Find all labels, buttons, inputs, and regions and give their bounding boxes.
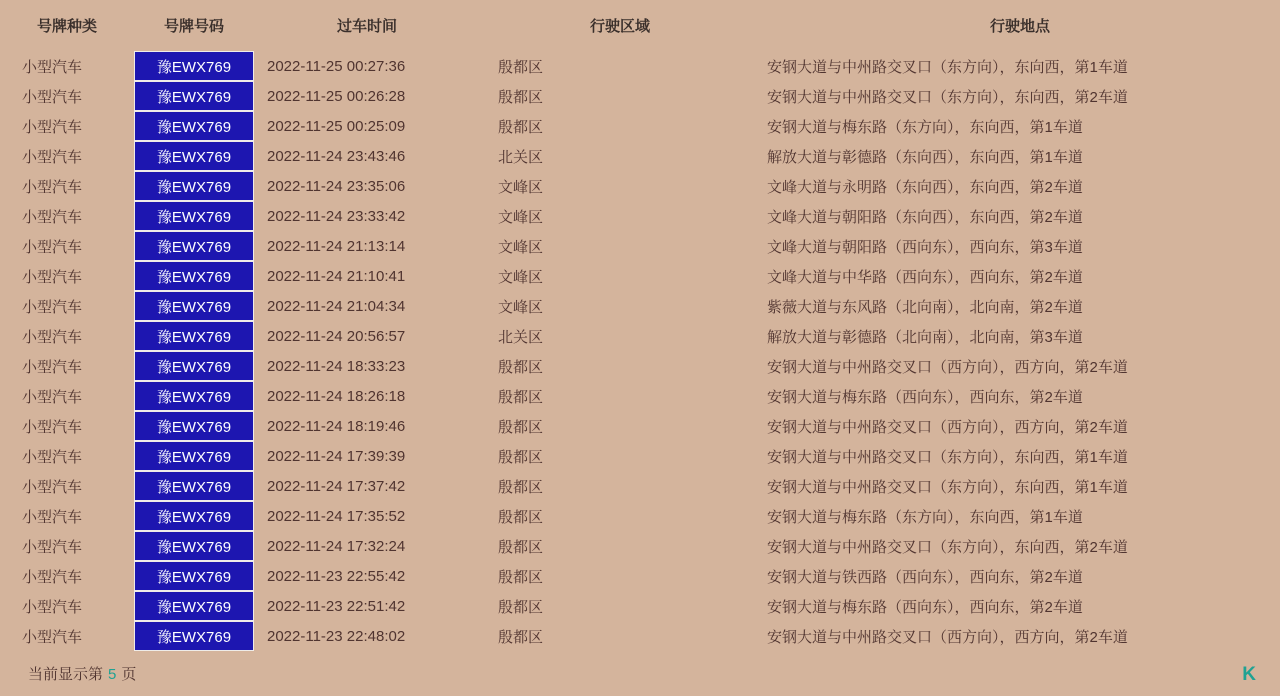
plate-type-cell: 小型汽车 <box>22 268 83 286</box>
plate-number-cell <box>134 471 254 501</box>
plate-number-badge[interactable]: 豫EWX769 <box>134 531 254 561</box>
driving-location-cell: 安钢大道与铁西路（西向东），西向东，第2车道 <box>767 568 1083 586</box>
plate-number-cell <box>134 231 254 261</box>
table-row <box>0 171 1280 201</box>
plate-type-cell: 小型汽车 <box>22 448 83 466</box>
plate-type-cell: 小型汽车 <box>22 418 83 436</box>
pass-time-cell: 2022-11-23 22:48:02 <box>267 627 406 645</box>
driving-location-cell: 安钢大道与梅东路（东方向），东向西，第1车道 <box>767 118 1083 136</box>
pass-time-cell: 2022-11-24 17:39:39 <box>267 447 406 465</box>
plate-number-cell <box>134 591 254 621</box>
driving-region-cell: 殷都区 <box>498 448 544 466</box>
plate-number-badge[interactable]: 豫EWX769 <box>134 501 254 531</box>
table-row <box>0 381 1280 411</box>
pass-time-cell: 2022-11-24 17:32:24 <box>267 537 406 555</box>
driving-region-cell: 殷都区 <box>498 388 544 406</box>
driving-location-cell: 解放大道与彰德路（东向西），东向西，第1车道 <box>767 148 1083 166</box>
driving-region-cell: 殷都区 <box>498 418 544 436</box>
driving-region-cell: 文峰区 <box>498 268 544 286</box>
pass-time-cell: 2022-11-24 18:33:23 <box>267 357 406 375</box>
driving-location-cell: 文峰大道与永明路（东向西），东向西，第2车道 <box>767 178 1083 196</box>
driving-location-cell: 安钢大道与梅东路（东方向），东向西，第1车道 <box>767 508 1083 526</box>
current-page-number: 5 <box>108 666 117 683</box>
plate-number-badge[interactable]: 豫EWX769 <box>134 81 254 111</box>
pass-time-cell: 2022-11-24 23:33:42 <box>267 207 406 225</box>
table-row <box>0 621 1280 651</box>
plate-type-cell: 小型汽车 <box>22 88 83 106</box>
plate-number-badge[interactable]: 豫EWX769 <box>134 51 254 81</box>
pass-time-cell: 2022-11-23 22:55:42 <box>267 567 406 585</box>
table-row <box>0 291 1280 321</box>
column-header-driving-location: 行驶地点 <box>989 17 1050 35</box>
driving-location-cell: 文峰大道与朝阳路（东向西），东向西，第2车道 <box>767 208 1083 226</box>
plate-number-cell <box>134 561 254 591</box>
plate-number-cell <box>134 501 254 531</box>
table-header-row <box>0 13 1280 37</box>
driving-region-cell: 殷都区 <box>498 118 544 136</box>
driving-location-cell: 解放大道与彰德路（北向南），北向南，第3车道 <box>767 328 1083 346</box>
plate-type-cell: 小型汽车 <box>22 628 83 646</box>
pagination-prefix: 当前显示第 <box>28 666 104 683</box>
plate-type-cell: 小型汽车 <box>22 148 83 166</box>
driving-region-cell: 文峰区 <box>498 178 544 196</box>
table-row <box>0 501 1280 531</box>
pass-time-cell: 2022-11-24 21:13:14 <box>267 237 406 255</box>
plate-number-cell <box>134 381 254 411</box>
plate-type-cell: 小型汽车 <box>22 118 83 136</box>
table-row <box>0 321 1280 351</box>
driving-region-cell: 殷都区 <box>498 58 544 76</box>
column-header-plate-type: 号牌种类 <box>36 17 97 35</box>
driving-location-cell: 安钢大道与中州路交叉口（东方向），东向西，第2车道 <box>767 88 1128 106</box>
table-row <box>0 141 1280 171</box>
table-row <box>0 231 1280 261</box>
plate-type-cell: 小型汽车 <box>22 478 83 496</box>
driving-location-cell: 安钢大道与中州路交叉口（西方向），西方向，第2车道 <box>767 628 1128 646</box>
plate-number-cell <box>134 171 254 201</box>
pass-time-cell: 2022-11-24 17:37:42 <box>267 477 406 495</box>
table-row <box>0 51 1280 81</box>
pass-time-cell: 2022-11-24 21:04:34 <box>267 297 406 315</box>
table-row <box>0 111 1280 141</box>
plate-number-badge[interactable]: 豫EWX769 <box>134 471 254 501</box>
pass-time-cell: 2022-11-24 20:56:57 <box>267 327 406 345</box>
plate-number-badge[interactable]: 豫EWX769 <box>134 261 254 291</box>
pass-time-cell: 2022-11-24 23:43:46 <box>267 147 406 165</box>
plate-number-cell <box>134 531 254 561</box>
driving-region-cell: 文峰区 <box>498 298 544 316</box>
plate-number-cell <box>134 441 254 471</box>
driving-region-cell: 北关区 <box>498 328 544 346</box>
driving-region-cell: 文峰区 <box>498 238 544 256</box>
plate-type-cell: 小型汽车 <box>22 178 83 196</box>
plate-number-cell <box>134 351 254 381</box>
table-row <box>0 351 1280 381</box>
plate-number-badge[interactable]: 豫EWX769 <box>134 381 254 411</box>
driving-location-cell: 安钢大道与中州路交叉口（东方向），东向西，第1车道 <box>767 448 1128 466</box>
driving-location-cell: 安钢大道与中州路交叉口（西方向），西方向，第2车道 <box>767 418 1128 436</box>
plate-number-cell <box>134 291 254 321</box>
pagination-status <box>0 663 1280 684</box>
pass-time-cell: 2022-11-23 22:51:42 <box>267 597 406 615</box>
pass-time-cell: 2022-11-24 21:10:41 <box>267 267 406 285</box>
pass-time-cell: 2022-11-25 00:27:36 <box>267 57 406 75</box>
driving-location-cell: 紫薇大道与东风路（北向南），北向南，第2车道 <box>767 298 1083 316</box>
table-row <box>0 441 1280 471</box>
plate-number-badge[interactable]: 豫EWX769 <box>134 141 254 171</box>
table-row <box>0 591 1280 621</box>
driving-location-cell: 安钢大道与中州路交叉口（西方向），西方向，第2车道 <box>767 358 1128 376</box>
plate-number-cell <box>134 321 254 351</box>
table-row <box>0 81 1280 111</box>
driving-region-cell: 殷都区 <box>498 508 544 526</box>
driving-location-cell: 文峰大道与朝阳路（西向东），西向东，第3车道 <box>767 238 1083 256</box>
table-body <box>0 51 1280 651</box>
plate-number-badge[interactable]: 豫EWX769 <box>134 561 254 591</box>
pass-time-cell: 2022-11-24 17:35:52 <box>267 507 406 525</box>
plate-number-badge[interactable]: 豫EWX769 <box>134 411 254 441</box>
plate-type-cell: 小型汽车 <box>22 58 83 76</box>
plate-number-badge[interactable]: 豫EWX769 <box>134 351 254 381</box>
k-watermark-logo: K <box>1242 664 1256 685</box>
table-row <box>0 261 1280 291</box>
plate-type-cell: 小型汽车 <box>22 388 83 406</box>
driving-region-cell: 殷都区 <box>498 358 544 376</box>
pass-time-cell: 2022-11-25 00:26:28 <box>267 87 406 105</box>
plate-type-cell: 小型汽车 <box>22 328 83 346</box>
plate-type-cell: 小型汽车 <box>22 298 83 316</box>
plate-type-cell: 小型汽车 <box>22 358 83 376</box>
plate-number-cell <box>134 141 254 171</box>
pass-time-cell: 2022-11-24 18:26:18 <box>267 387 406 405</box>
pass-time-cell: 2022-11-24 18:19:46 <box>267 417 406 435</box>
driving-location-cell: 安钢大道与梅东路（西向东），西向东，第2车道 <box>767 388 1083 406</box>
driving-region-cell: 殷都区 <box>498 538 544 556</box>
plate-number-badge[interactable]: 豫EWX769 <box>134 201 254 231</box>
pagination-suffix: 页 <box>121 666 137 683</box>
plate-number-badge[interactable]: 豫EWX769 <box>134 441 254 471</box>
table-row <box>0 531 1280 561</box>
table-row <box>0 411 1280 441</box>
plate-number-badge[interactable]: 豫EWX769 <box>134 111 254 141</box>
driving-region-cell: 殷都区 <box>498 88 544 106</box>
column-header-driving-region: 行驶区域 <box>589 17 650 35</box>
plate-number-badge[interactable]: 豫EWX769 <box>134 621 254 651</box>
table-row <box>0 201 1280 231</box>
table-row <box>0 561 1280 591</box>
plate-number-badge[interactable]: 豫EWX769 <box>134 231 254 261</box>
plate-type-cell: 小型汽车 <box>22 508 83 526</box>
driving-region-cell: 殷都区 <box>498 478 544 496</box>
driving-location-cell: 安钢大道与中州路交叉口（东方向），东向西，第1车道 <box>767 58 1128 76</box>
driving-region-cell: 北关区 <box>498 148 544 166</box>
plate-number-cell <box>134 261 254 291</box>
driving-location-cell: 安钢大道与梅东路（西向东），西向东，第2车道 <box>767 598 1083 616</box>
driving-location-cell: 文峰大道与中华路（西向东），西向东，第2车道 <box>767 268 1083 286</box>
pass-time-cell: 2022-11-24 23:35:06 <box>267 177 406 195</box>
driving-location-cell: 安钢大道与中州路交叉口（东方向），东向西，第2车道 <box>767 538 1128 556</box>
plate-number-cell <box>134 81 254 111</box>
plate-number-cell <box>134 621 254 651</box>
plate-type-cell: 小型汽车 <box>22 568 83 586</box>
plate-number-cell <box>134 411 254 441</box>
plate-number-badge[interactable]: 豫EWX769 <box>134 591 254 621</box>
plate-number-badge[interactable]: 豫EWX769 <box>134 171 254 201</box>
pass-time-cell: 2022-11-25 00:25:09 <box>267 117 406 135</box>
driving-region-cell: 殷都区 <box>498 598 544 616</box>
plate-type-cell: 小型汽车 <box>22 208 83 226</box>
driving-region-cell: 殷都区 <box>498 628 544 646</box>
plate-number-badge[interactable]: 豫EWX769 <box>134 291 254 321</box>
column-header-pass-time: 过车时间 <box>336 17 397 35</box>
table-row <box>0 471 1280 501</box>
plate-type-cell: 小型汽车 <box>22 238 83 256</box>
plate-number-cell <box>134 201 254 231</box>
plate-number-cell <box>134 51 254 81</box>
driving-region-cell: 文峰区 <box>498 208 544 226</box>
driving-region-cell: 殷都区 <box>498 568 544 586</box>
plate-type-cell: 小型汽车 <box>22 598 83 616</box>
column-header-plate-number: 号牌号码 <box>163 17 224 35</box>
plate-type-cell: 小型汽车 <box>22 538 83 556</box>
plate-number-badge[interactable]: 豫EWX769 <box>134 321 254 351</box>
driving-location-cell: 安钢大道与中州路交叉口（东方向），东向西，第1车道 <box>767 478 1128 496</box>
plate-number-cell <box>134 111 254 141</box>
